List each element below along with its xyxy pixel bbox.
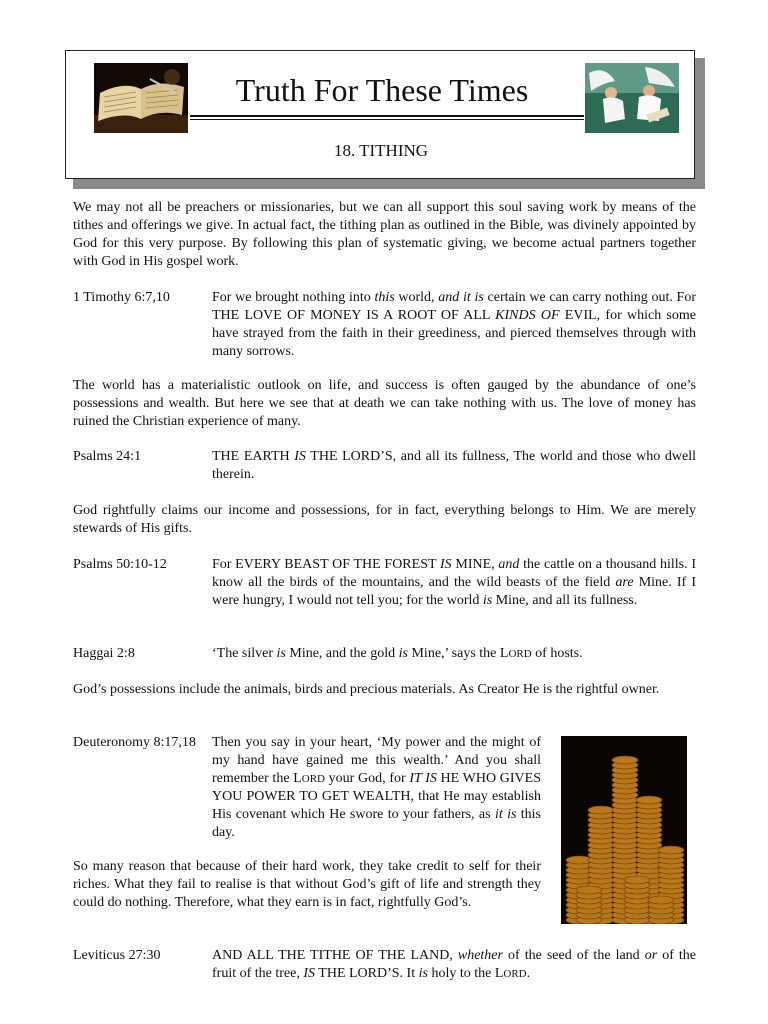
stewards-paragraph: God rightfully claims our income and possessions, for in fact, everything belongs to Him. We are merely stewards of His gifts. <box>73 503 696 536</box>
verse-text-timothy: For we brought nothing into this world, and it is certain we can carry nothing out. For THE LOVE OF MONEY IS A ROOT OF ALL KINDS OF EVIL, for which some have strayed from the faith in their greediness, and pierced themselves through with many sorrows. <box>212 290 696 359</box>
gold-coin <box>576 886 602 894</box>
gold-coin <box>588 806 614 814</box>
page-title: Truth For These Times <box>235 72 529 108</box>
gold-coins-image <box>561 736 687 924</box>
verse-text-deuteronomy: Then you say in your heart, ‘My power and the might of my hand have gained me this wealth.’ And you shall remember the LORD your God, for IT IS HE WHO GIVES YOU POWER TO GET WEALTH, that He may establish His covenant which He swore to your fathers, as it is this day. <box>212 735 542 840</box>
verse-text-psalms-24: THE EARTH IS THE LORD’S, and all its fullness, The world and those who dwell therein. <box>212 449 696 482</box>
title-rule-thick <box>190 115 584 117</box>
gold-coin <box>658 846 684 854</box>
verse-ref-psalms-50: Psalms 50:10-12 <box>73 557 167 572</box>
title-rule-thin <box>190 119 584 120</box>
gold-coin <box>624 876 650 884</box>
open-bible-image <box>94 63 188 133</box>
verse-ref-psalms-24: Psalms 24:1 <box>73 449 142 464</box>
intro-paragraph: We may not all be preachers or missionaries, but we can all support this soul saving work by means of the tithes and offerings we give. In actual fact, the tithing plan as outlined in the Bible, was divinely appointed by God for this very purpose. By following this plan of systematic giving, we become actual partners together with God in His gospel work. <box>73 200 696 269</box>
gold-coin <box>636 796 662 804</box>
materialism-paragraph: The world has a materialistic outlook on life, and success is often gauged by the abundance of one’s possessions and wealth. But here we see that at death we can take nothing with us. The love of money has ruined the Christian experience of many. <box>73 378 696 429</box>
hardwork-paragraph: So many reason that because of their hard work, they take credit to self for their riches. What they fail to realise is that without God’s gift of life and strength they could do nothing. Therefore, what they earn is in fact, rightfully God’s. <box>73 859 541 910</box>
verse-ref-leviticus: Leviticus 27:30 <box>73 948 161 963</box>
verse-text-haggai: ‘The silver is Mine, and the gold is Mine,’ says the LORD of hosts. <box>212 646 583 661</box>
verse-ref-deuteronomy: Deuteronomy 8:17,18 <box>73 735 196 750</box>
verse-text-psalms-50: For EVERY BEAST OF THE FOREST IS MINE, and the cattle on a thousand hills. I know all the birds of the mountains, and the wild beasts of the field are Mine. If I were hungry, I would not tell you; for the world is Mine, and all its fullness. <box>212 557 696 608</box>
verse-ref-haggai: Haggai 2:8 <box>73 646 135 661</box>
angels-image <box>585 63 679 133</box>
verse-ref-timothy: 1 Timothy 6:7,10 <box>73 290 170 305</box>
verse-text-leviticus: AND ALL THE TITHE OF THE LAND, whether of the seed of the land or of the fruit of the tree, IS THE LORD’S. It is holy to the LORD. <box>212 948 697 981</box>
page-subtitle: 18. TITHING <box>333 141 429 160</box>
gold-coin <box>612 756 638 764</box>
header-box <box>65 50 695 179</box>
gold-coin <box>648 896 674 904</box>
possessions-paragraph: God’s possessions include the animals, birds and precious materials. As Creator He is the rightful owner. <box>73 682 660 697</box>
